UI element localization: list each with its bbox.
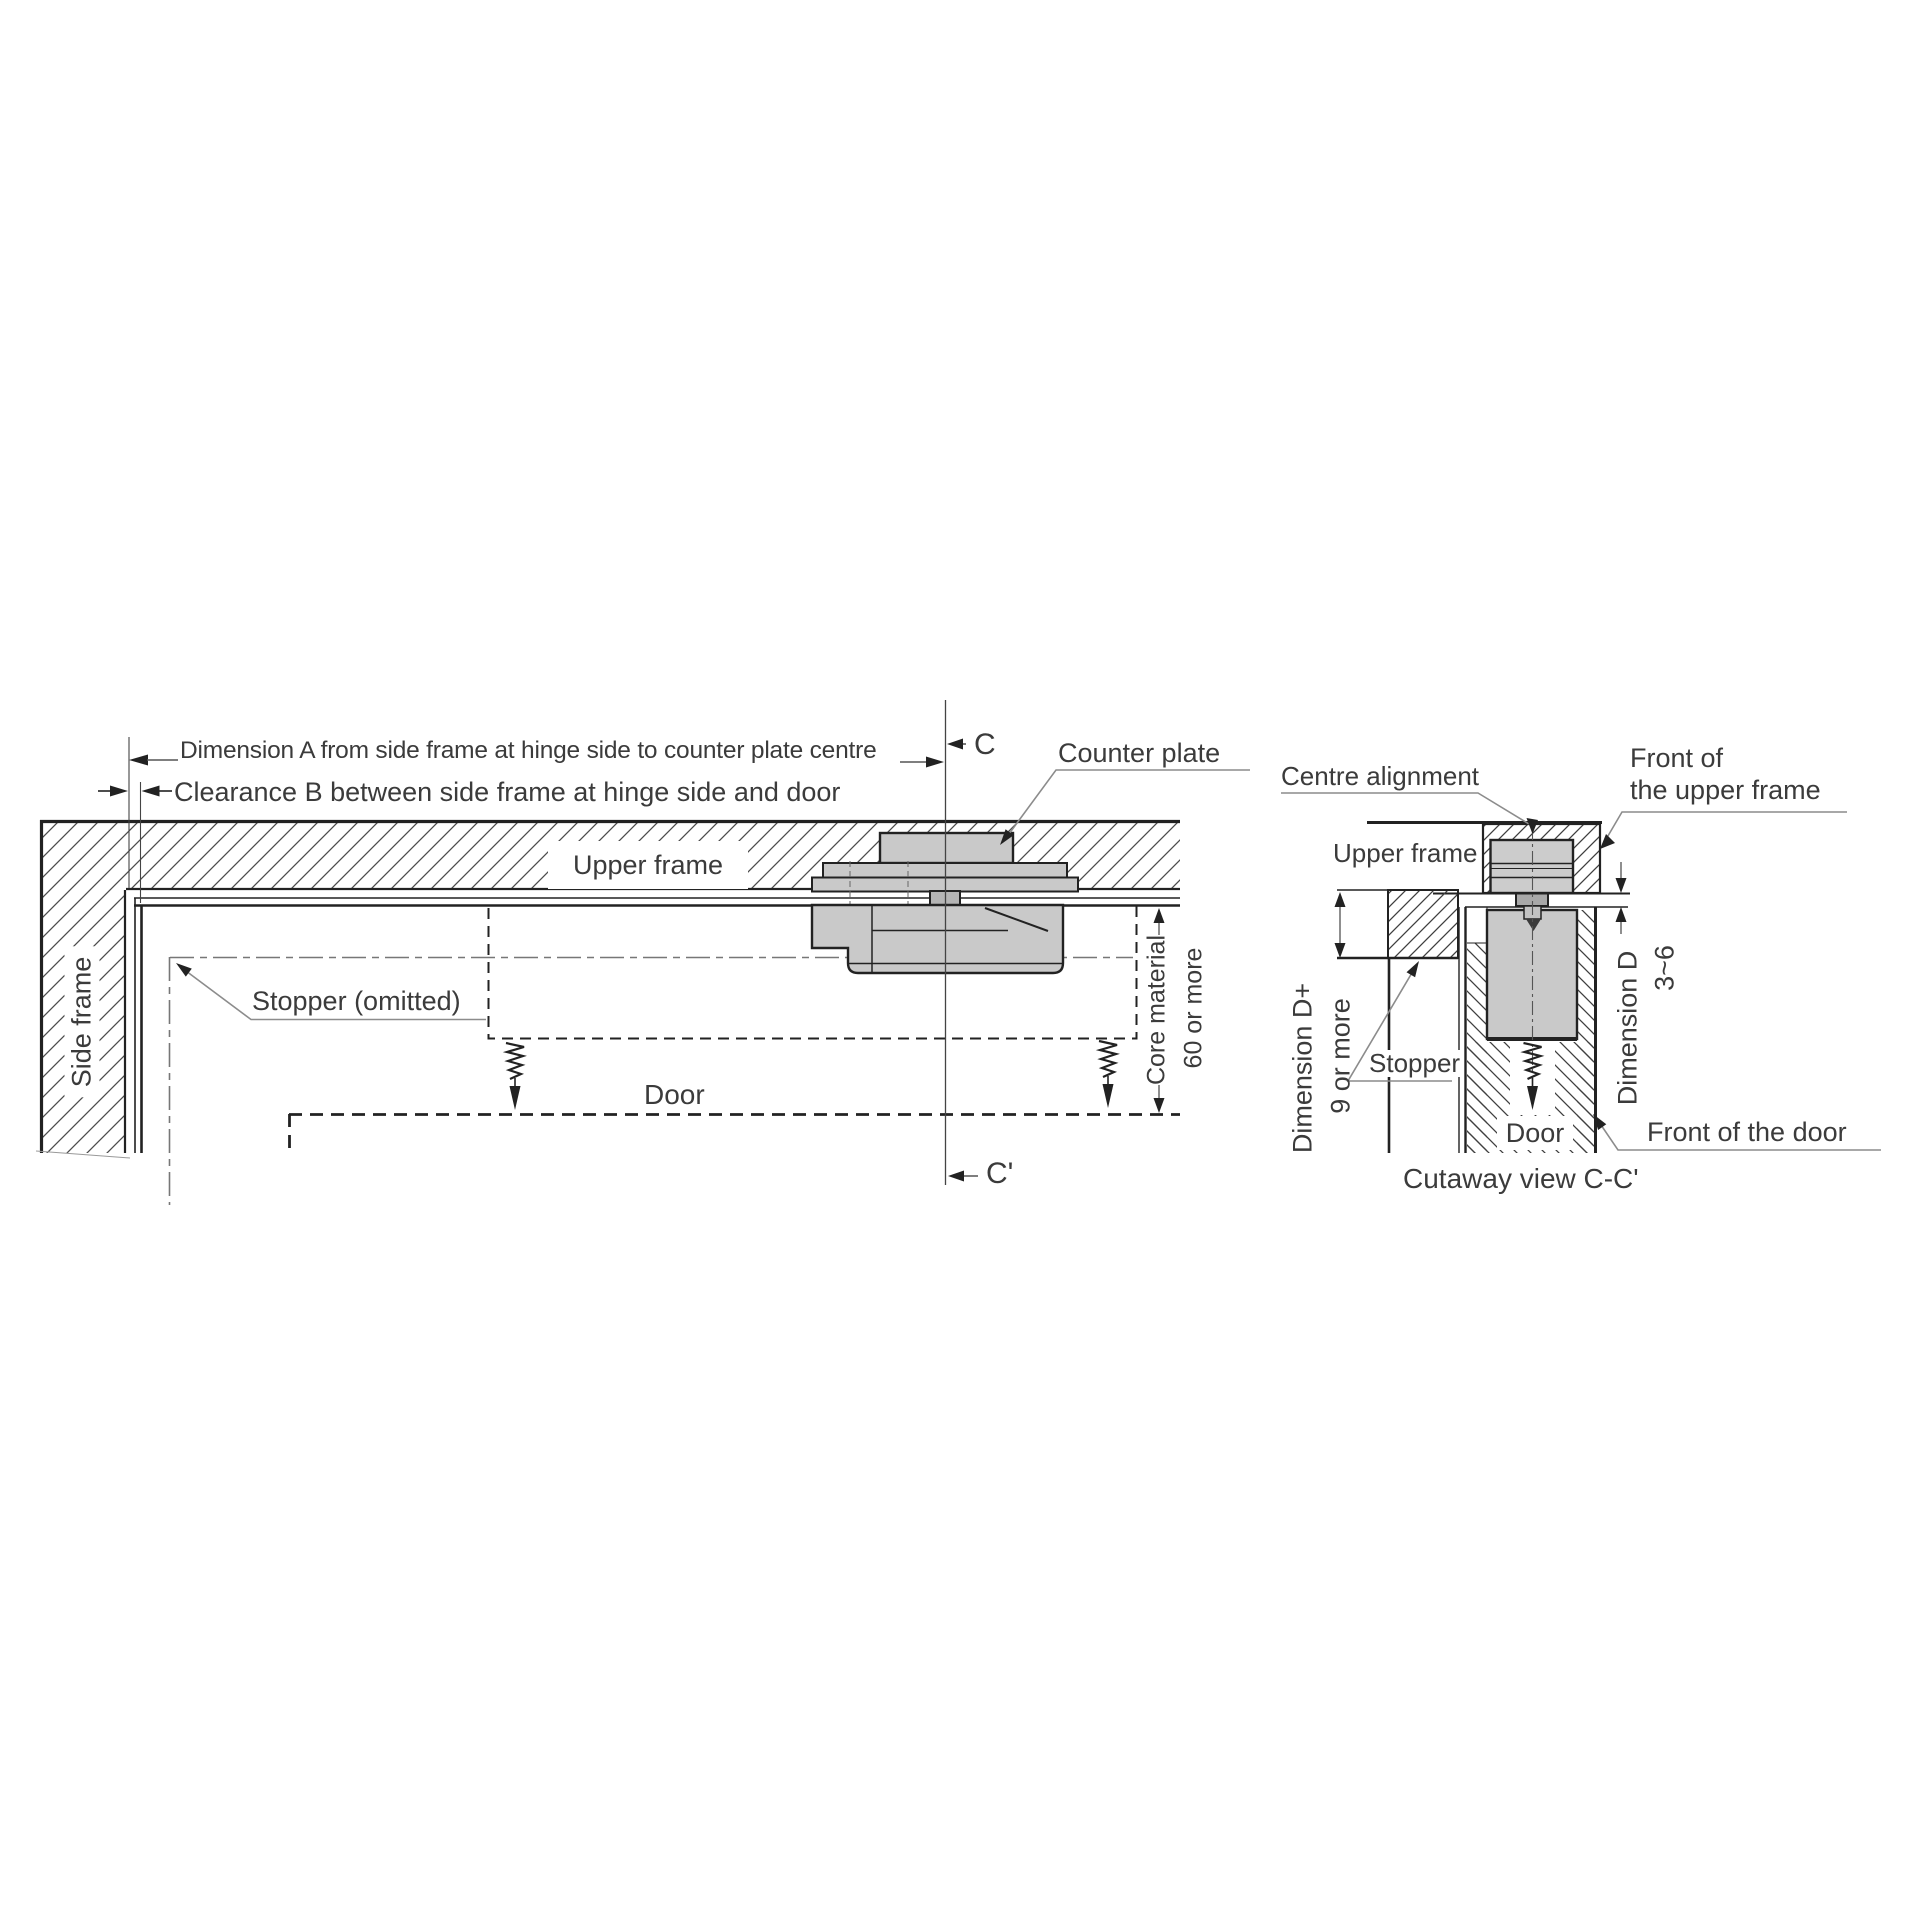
centre-alignment-label: Centre alignment [1281, 761, 1479, 791]
dimension-d-plus-label-line2: 9 or more [1325, 998, 1356, 1114]
dimension-d-label-line1: Dimension D [1612, 950, 1643, 1106]
stopper-label-cutaway: Stopper [1369, 1048, 1461, 1078]
dimension-a-label: Dimension A from side frame at hinge side to counter plate centre [180, 737, 877, 764]
core-material-label-line2: 60 or more [1179, 947, 1208, 1069]
dimension-d-plus-label-line1: Dimension D+ [1287, 982, 1318, 1154]
front-upper-frame-label-line2: the upper frame [1630, 775, 1821, 805]
clearance-b-label: Clearance B between side frame at hinge side and door [174, 777, 841, 807]
core-material-label-line1: Core material [1142, 934, 1171, 1086]
side-frame-label: Side frame [65, 947, 100, 1098]
dimension-d-label-line2: 3~6 [1649, 945, 1680, 991]
section-mark-c-prime: C' [986, 1157, 1014, 1190]
door-label-main: Door [644, 1079, 705, 1110]
section-mark-c: C [974, 728, 996, 761]
upper-frame-label-main: Upper frame [548, 841, 748, 889]
cutaway-view-caption: Cutaway view C-C' [1403, 1163, 1639, 1194]
stopper-omitted-label: Stopper (omitted) [252, 986, 461, 1016]
upper-frame-label-cutaway: Upper frame [1333, 838, 1478, 868]
front-upper-frame-label-line1: Front of [1630, 743, 1724, 773]
front-of-the-door-label: Front of the door [1647, 1117, 1847, 1147]
door-label-cutaway: Door [1497, 1116, 1573, 1150]
counter-plate-label: Counter plate [1058, 738, 1221, 768]
